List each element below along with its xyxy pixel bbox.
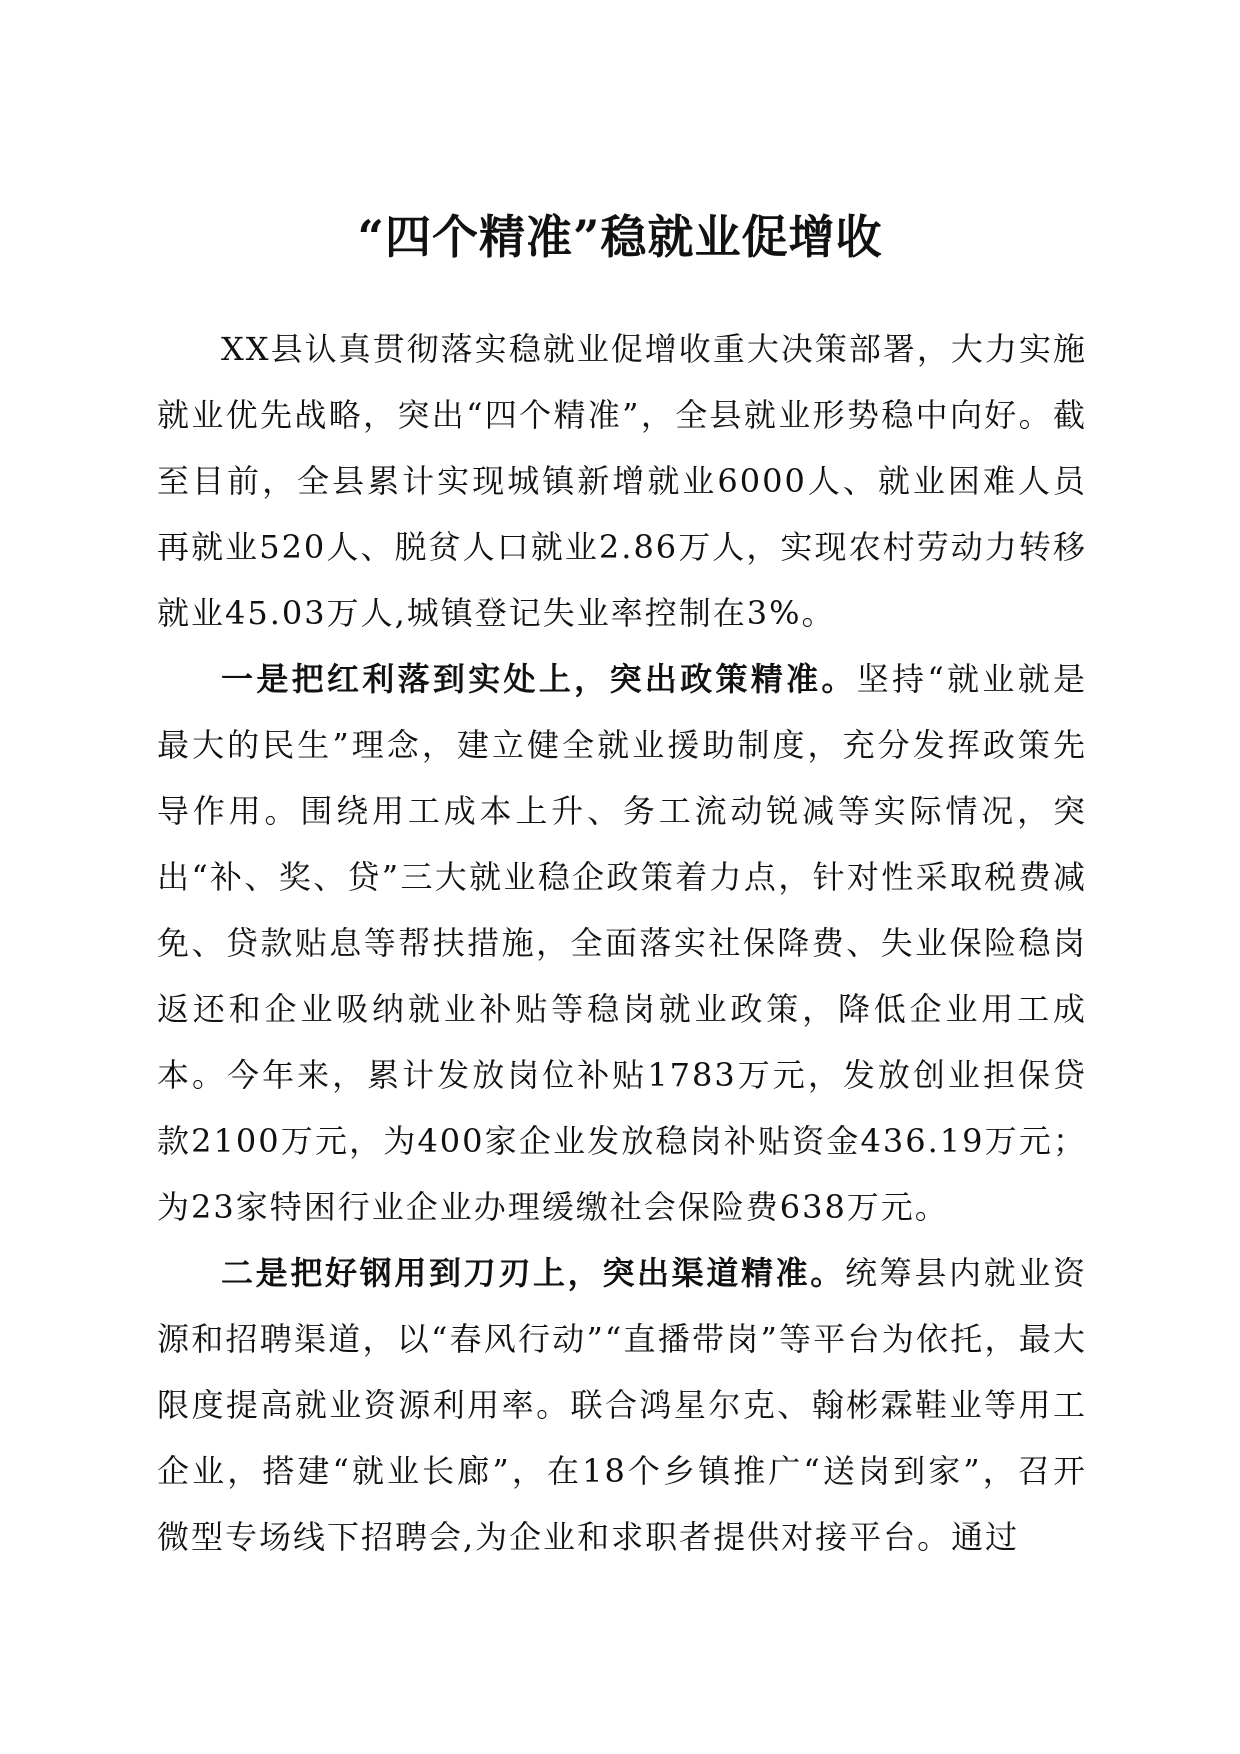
paragraph-intro-text: XX县认真贯彻落实稳就业促增收重大决策部署，大力实施就业优先战略，突出“四个精准”，全县就业形势稳中向好。截至目前，全县累计实现城镇新增就业6000人、就业困难人员再就业520人、脱贫人口就业2.86万人，实现农村劳动力转移就业45.03万人,城镇登记失业率控制在3%。 — [157, 330, 1087, 632]
paragraph-policy-lead: 一是把红利落到实处上，突出政策精准。 — [221, 660, 857, 698]
paragraph-channel-text: 统筹县内就业资源和招聘渠道，以“春风行动”“直播带岗”等平台为依托，最大限度提高就业资源利用率。联合鸿星尔克、翰彬霖鞋业等用工企业，搭建“就业长廊”，在18个乡镇推广“送岗到家”，召开微型专场线下招聘会,为企业和求职者提供对接平台。通过 — [157, 1254, 1087, 1556]
paragraph-channel — [157, 1240, 1087, 1570]
paragraph-channel-lead: 二是把好钢用到刀刃上，突出渠道精准。 — [221, 1254, 845, 1292]
paragraph-policy-text: 坚持“就业就是最大的民生”理念，建立健全就业援助制度，充分发挥政策先导作用。围绕用工成本上升、务工流动锐减等实际情况，突出“补、奖、贷”三大就业稳企政策着力点，针对性采取税费减免、贷款贴息等帮扶措施，全面落实社保降费、失业保险稳岗返还和企业吸纳就业补贴等稳岗就业政策，降低企业用工成本。今年来，累计发放岗位补贴1783万元，发放创业担保贷款2100万元，为400家企业发放稳岗补贴资金436.19万元；为23家特困行业企业办理缓缴社会保险费638万元。 — [157, 660, 1087, 1226]
paragraph-intro — [157, 316, 1087, 646]
paragraph-policy — [157, 646, 1087, 1240]
document-title: “四个精准”稳就业促增收 — [357, 209, 883, 264]
document-body — [157, 316, 1087, 1570]
